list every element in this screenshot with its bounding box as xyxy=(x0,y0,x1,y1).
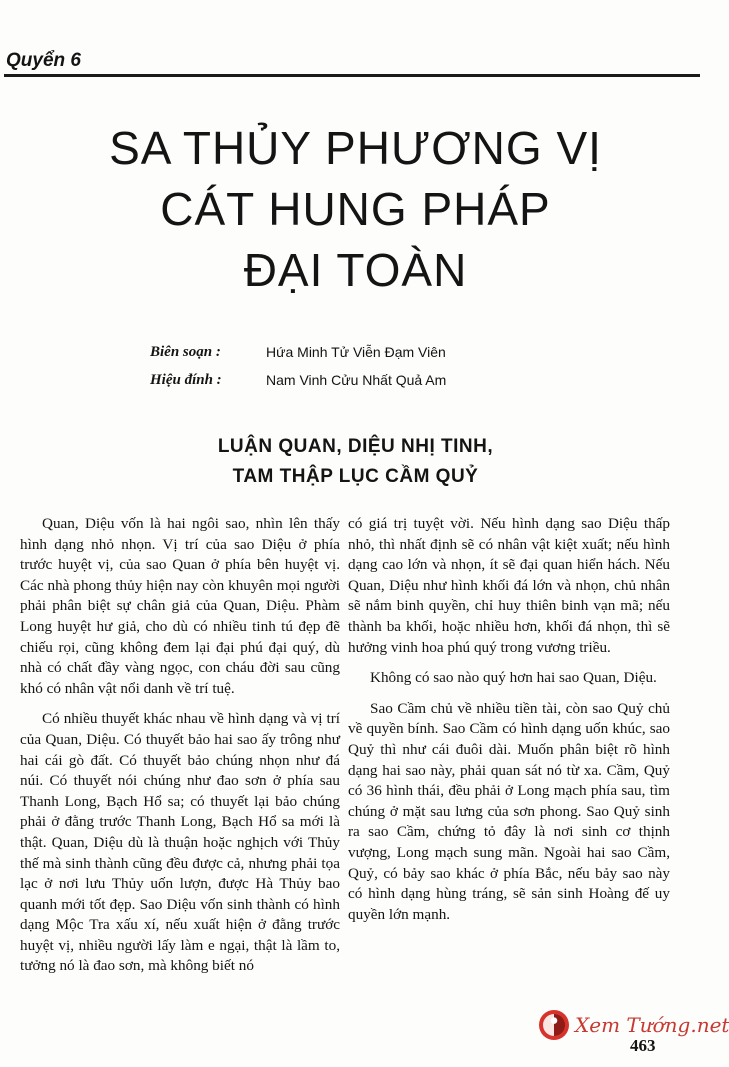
paragraph: có giá trị tuyệt vời. Nếu hình dạng sao Diệu thấp nhỏ, thì nhất định sẽ có nhân vật kiệt xuất; nếu hình dạng cao lớn và nhọn, ít sẽ đại quan hiển hách. Nếu Quan, Diệu như hình khối đá lớn và nhọn, chủ nhân sẽ nắm binh quyền, chỉ huy thiên binh vạn mã; nếu thành ba khối, hoặc nhiều hơn, khối đá nhọn, thì sẽ hưởng vinh hoa phú quý trong vương triều. xyxy=(348,515,670,656)
section-heading xyxy=(0,432,711,492)
credit-reviser xyxy=(150,366,446,394)
header-rule xyxy=(4,74,700,77)
title-line-1: SA THỦY PHƯƠNG VỊ xyxy=(109,122,602,174)
paragraph: Có nhiều thuyết khác nhau về hình dạng và vị trí của Quan, Diệu. Có thuyết bảo hai sao ấy trông như hai cái gò đất. Có thuyết bảo chúng nhọn như đá núi. Có thuyết nói chúng như đao sơn ở phía sau Thanh Long, Bạch Hổ sa; có thuyết lại bảo chúng phải ở đằng trước Thanh Long, Bạch Hổ sa mới là thật. Quan, Diệu dù là thuận hoặc nghịch với Thủy thế mà sinh thành cũng đều được cả, nhưng phải tọa lạc ở nơi lưu Thủy uốn lượn, được Hà Thủy bao quanh mới tốt đẹp. Sao Diệu vốn sinh thành có hình dạng Mộc Tra xấu xí, nếu xuất hiện ở đằng trước huyệt vị, nhiều người lấy làm e ngại, thật là lầm to, tưởng nó là đao sơn, mà không biết nó xyxy=(20,710,340,975)
left-text-column xyxy=(20,514,340,987)
credit-value: Nam Vinh Cửu Nhất Quả Am xyxy=(266,372,447,388)
yin-yang-icon xyxy=(539,1010,569,1040)
credits-block xyxy=(150,338,446,394)
section-line-1: LUẬN QUAN, DIỆU NHỊ TINH, xyxy=(217,436,494,457)
title-line-2: CÁT HUNG PHÁP xyxy=(160,183,551,235)
paragraph: Quan, Diệu vốn là hai ngôi sao, nhìn lên thấy hình dạng nhỏ nhọn. Vị trí của sao Diệu ở phía trước huyệt vị, của sao Quan ở phía bên huyệt vị. Các nhà phong thủy hiện nay còn khuyên mọi người phải phân biệt sự chân giả của Quan, Diệu. Phàm Long huyệt hư giả, cho dù có nhiều tinh tú đẹp đẽ chiếu rọi, cũng không đem lại đại phú đại quý, dù nhà có chất đầy vàng ngọc, con cháu đời sau cũng khó có nhân vật nổi danh về trí tuệ. xyxy=(20,515,340,697)
watermark-text: Xem Tướng.net xyxy=(575,1013,729,1037)
credit-value: Hứa Minh Tử Viễn Đạm Viên xyxy=(266,344,446,360)
credit-label: Hiệu đính : xyxy=(150,372,222,388)
title-line-3: ĐẠI TOÀN xyxy=(243,244,468,296)
paragraph: Sao Cầm chủ về nhiều tiền tài, còn sao Quỷ chủ về quyền bính. Sao Cầm có hình dạng uốn khúc, sao Quỷ thì như cái đuôi dài. Muốn phân biệt rõ hình dạng hai sao này, phải quan sát nó từ xa. Cầm, Quỷ có 36 hình thái, đều phải ở Long mạch phía sau, tìm chúng ở mặt sau lưng của sơn phong. Sao Quỷ sinh ra sao Cầm, chứng tỏ đây là nơi sinh cơ thịnh vượng, Long mạch sung mãn. Ngoài hai sao Cầm, Quỷ, có bảy sao khác ở phía Bắc, nếu bảy sao này có hình dạng hùng tráng, sẽ sản sinh Hoàng đế uy quyền lớn mạnh. xyxy=(348,699,670,923)
right-text-column xyxy=(348,514,670,935)
volume-label: Quyển 6 xyxy=(6,50,81,71)
chapter-title xyxy=(0,118,711,301)
credit-label: Biên soạn : xyxy=(150,344,221,360)
page-number: 463 xyxy=(630,1036,656,1055)
section-line-2: TAM THẬP LỤC CẦM QUỶ xyxy=(232,466,479,487)
credit-editor xyxy=(150,338,446,366)
paragraph: Không có sao nào quý hơn hai sao Quan, Diệu. xyxy=(370,669,657,687)
